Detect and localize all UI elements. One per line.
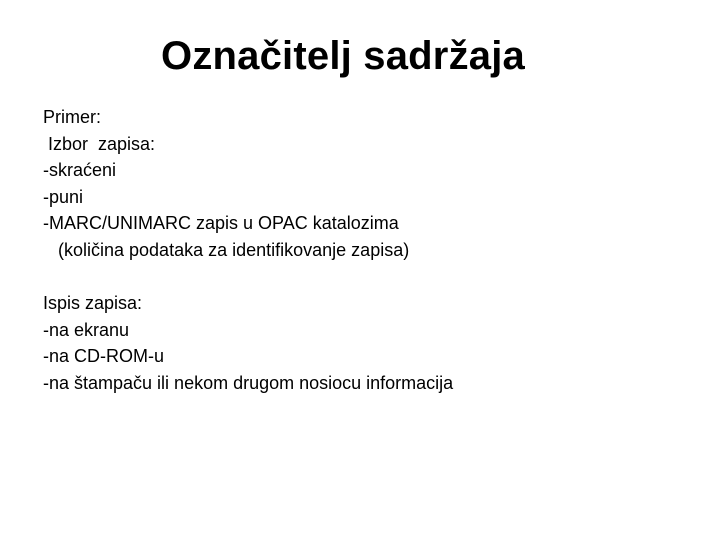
section-selection bbox=[43, 104, 703, 263]
paragraph-gap bbox=[43, 263, 703, 290]
text-line: Ispis zapisa: bbox=[43, 293, 143, 313]
text-line: Izbor zapisa: bbox=[43, 133, 156, 154]
slide-body bbox=[43, 104, 703, 396]
text-line: -puni bbox=[43, 186, 84, 207]
text-line: (količina podataka za identifikovanje zapisa) bbox=[43, 239, 410, 260]
text-line: -na CD-ROM-u bbox=[43, 346, 165, 366]
text-line: -skraćeni bbox=[43, 160, 117, 180]
text-line: -na štampaču ili nekom drugom nosiocu informacija bbox=[43, 372, 454, 393]
section-output bbox=[43, 290, 703, 396]
text-line: -MARC/UNIMARC zapis u OPAC katalozima bbox=[43, 213, 399, 233]
text-line: Primer: bbox=[43, 107, 101, 127]
text-line: -na ekranu bbox=[43, 319, 130, 340]
slide-title: Označitelj sadržaja bbox=[161, 34, 525, 78]
